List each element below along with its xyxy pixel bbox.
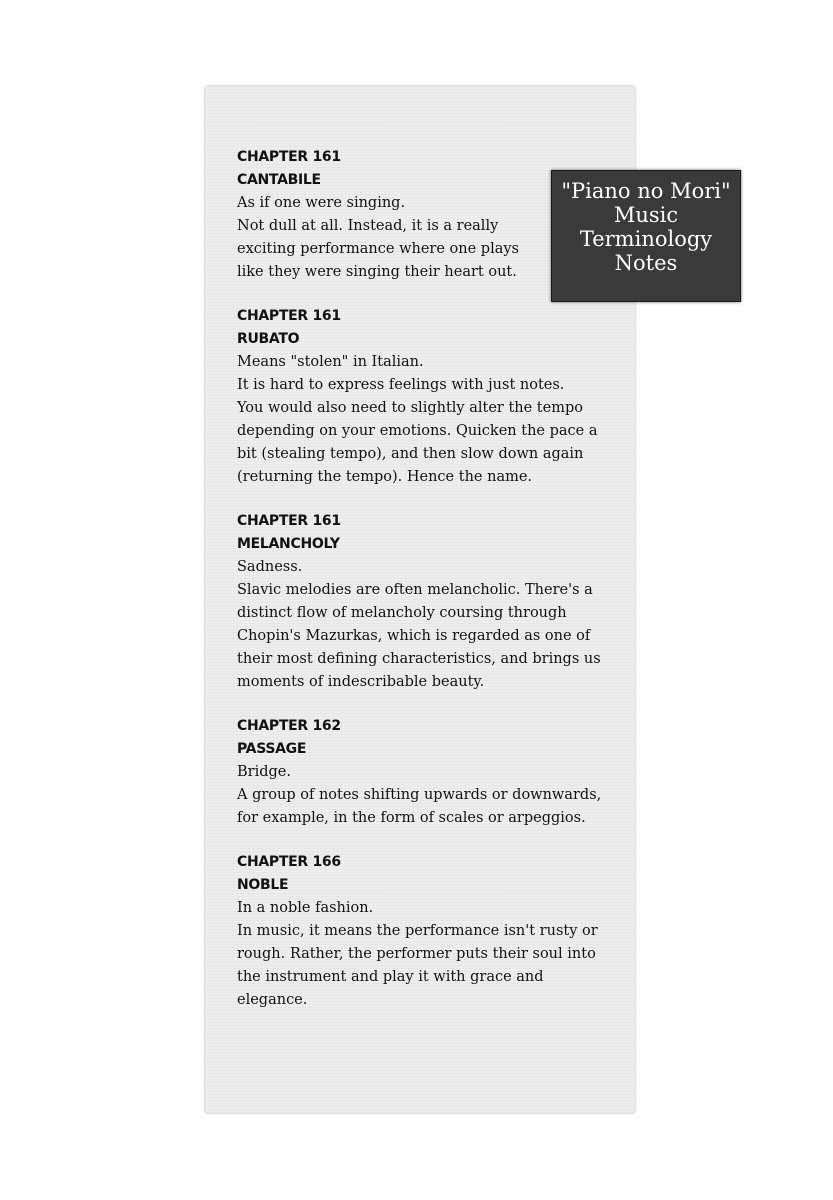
entry-text-line: (returning the tempo). Hence the name. bbox=[237, 469, 533, 485]
entry-text-line: In a noble fashion. bbox=[237, 900, 374, 916]
entry-text-line: Slavic melodies are often melancholic. There's a bbox=[237, 582, 593, 598]
entry-text-line: distinct flow of melancholy coursing through bbox=[237, 605, 567, 621]
glossary-entry-noble bbox=[237, 851, 617, 1012]
glossary-content bbox=[237, 146, 617, 1033]
entry-text-line: Not dull at all. Instead, it is a really bbox=[237, 218, 499, 234]
entry-text-line: As if one were singing. bbox=[237, 195, 406, 211]
entry-text-line: It is hard to express feelings with just notes. bbox=[237, 377, 565, 393]
title-line: Terminology bbox=[579, 227, 713, 251]
title-line: Music bbox=[613, 203, 679, 227]
title-line: "Piano no Mori" bbox=[561, 179, 731, 203]
glossary-entry-passage bbox=[237, 715, 617, 830]
glossary-entry-rubato bbox=[237, 305, 617, 489]
entry-text-line: Bridge. bbox=[237, 764, 291, 780]
entry-text-line: elegance. bbox=[237, 992, 308, 1008]
entry-text-line: for example, in the form of scales or arpeggios. bbox=[237, 810, 586, 826]
entry-chapter: CHAPTER 166 bbox=[237, 854, 341, 870]
entry-text-line: exciting performance where one plays bbox=[237, 241, 519, 257]
entry-text-line: bit (stealing tempo), and then slow down again bbox=[237, 446, 584, 462]
entry-term: MELANCHOLY bbox=[237, 536, 340, 552]
entry-text-line: their most defining characteristics, and brings us bbox=[237, 651, 601, 667]
entry-chapter: CHAPTER 161 bbox=[237, 513, 341, 529]
entry-text-line: In music, it means the performance isn't rusty or bbox=[237, 923, 598, 939]
entry-term: RUBATO bbox=[237, 331, 300, 347]
entry-text-line: rough. Rather, the performer puts their soul into bbox=[237, 946, 596, 962]
entry-term: PASSAGE bbox=[237, 741, 307, 757]
glossary-entry-melancholy bbox=[237, 510, 617, 694]
title-line: Notes bbox=[614, 251, 678, 275]
entry-text-line: like they were singing their heart out. bbox=[237, 264, 517, 280]
entry-text-line: moments of indescribable beauty. bbox=[237, 674, 485, 690]
entry-chapter: CHAPTER 162 bbox=[237, 718, 341, 734]
entry-text-line: Means "stolen" in Italian. bbox=[237, 354, 424, 370]
entry-text-line: Sadness. bbox=[237, 559, 303, 575]
entry-chapter: CHAPTER 161 bbox=[237, 149, 341, 165]
entry-term: CANTABILE bbox=[237, 172, 321, 188]
entry-term: NOBLE bbox=[237, 877, 289, 893]
entry-chapter: CHAPTER 161 bbox=[237, 308, 341, 324]
entry-text-line: You would also need to slightly alter the tempo bbox=[237, 400, 583, 416]
entry-text-line: A group of notes shifting upwards or downwards, bbox=[237, 787, 602, 803]
entry-text-line: depending on your emotions. Quicken the pace a bbox=[237, 423, 598, 439]
glossary-entry-cantabile bbox=[237, 146, 617, 284]
entry-text-line: Chopin's Mazurkas, which is regarded as one of bbox=[237, 628, 591, 644]
entry-text-line: the instrument and play it with grace and bbox=[237, 969, 544, 985]
